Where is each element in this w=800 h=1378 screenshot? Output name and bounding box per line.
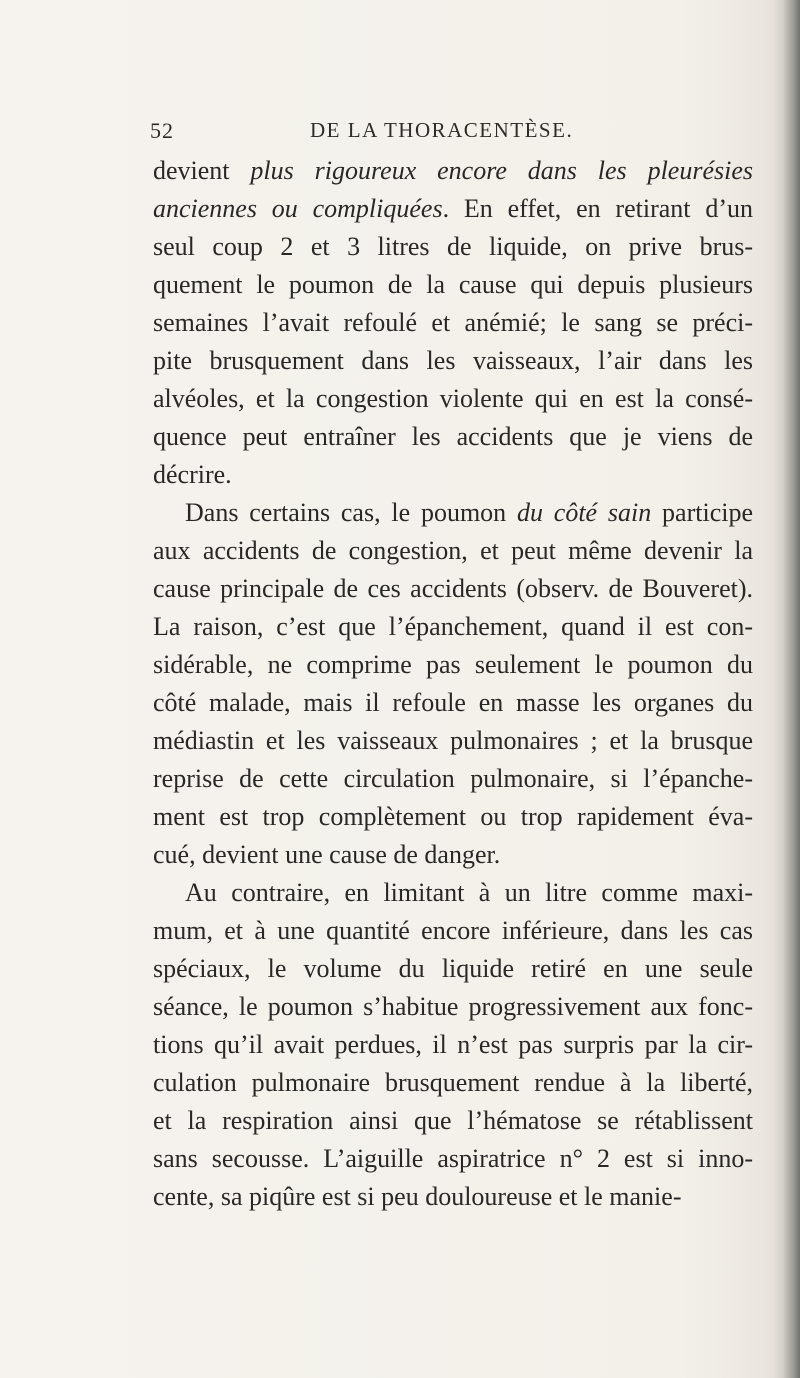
paragraph	[153, 152, 753, 494]
text-line: sidérable, ne comprime pas seulement le poumon du	[153, 650, 753, 679]
italic-text: anciennes ou compliquées	[153, 194, 443, 223]
text-line: et la respiration ainsi que l’hématose se rétablissent	[153, 1106, 753, 1135]
text-line: anciennes ou compliquées. En effet, en retirant d’un	[153, 194, 753, 223]
text-line: côté malade, mais il refoule en masse les organes du	[153, 688, 753, 717]
text-line: devient plus rigoureux encore dans les pleurésies	[153, 156, 753, 185]
text-line: La raison, c’est que l’épanchement, quand il est con-	[153, 612, 753, 641]
text-line: alvéoles, et la congestion violente qui en est la consé-	[153, 384, 753, 413]
text-line: décrire.	[153, 460, 232, 489]
text-line: cué, devient une cause de danger.	[153, 840, 501, 869]
text-line: sans secousse. L’aiguille aspiratrice n° 2 est si inno-	[153, 1144, 753, 1173]
italic-text: du côté sain	[516, 498, 652, 527]
text-line: pite brusquement dans les vaisseaux, l’air dans les	[153, 346, 753, 375]
text-line: semaines l’avait refoulé et anémié; le sang se préci-	[153, 308, 753, 337]
text-line: tions qu’il avait perdues, il n’est pas surpris par la cir-	[153, 1030, 753, 1059]
text-line: séance, le poumon s’habitue progressivement aux fonc-	[153, 992, 753, 1021]
text-line: Dans certains cas, le poumon du côté sain participe	[185, 498, 754, 527]
text-line: aux accidents de congestion, et peut même devenir la	[153, 536, 753, 565]
body-text	[153, 152, 753, 1216]
text-line: reprise de cette circulation pulmonaire, si l’épanche-	[153, 764, 753, 793]
paragraph	[153, 874, 753, 1216]
text-line: quence peut entraîner les accidents que je viens de	[153, 422, 753, 451]
page-header	[150, 118, 750, 148]
text-line: cause principale de ces accidents (observ. de Bouveret).	[153, 574, 753, 603]
text-line: mum, et à une quantité encore inférieure, dans les cas	[153, 916, 753, 945]
paragraph	[153, 494, 753, 874]
text-line: médiastin et les vaisseaux pulmonaires ; et la brusque	[153, 726, 753, 755]
page-edge-shadow	[774, 0, 800, 1378]
text-line: quement le poumon de la cause qui depuis plusieurs	[153, 270, 753, 299]
text-line: spéciaux, le volume du liquide retiré en une seule	[153, 954, 753, 983]
italic-text: plus rigoureux encore dans les pleurésies	[250, 156, 753, 185]
running-head: DE LA THORACENTÈSE.	[310, 118, 574, 142]
text-line: Au contraire, en limitant à un litre comme maxi-	[185, 878, 753, 907]
text-line: seul coup 2 et 3 litres de liquide, on prive brus-	[153, 232, 753, 261]
page-number: 52	[150, 118, 174, 143]
text-line: ment est trop complètement ou trop rapidement éva-	[153, 802, 753, 831]
text-line: cente, sa piqûre est si peu douloureuse et le manie-	[153, 1182, 682, 1211]
text-line: culation pulmonaire brusquement rendue à la liberté,	[153, 1068, 753, 1097]
